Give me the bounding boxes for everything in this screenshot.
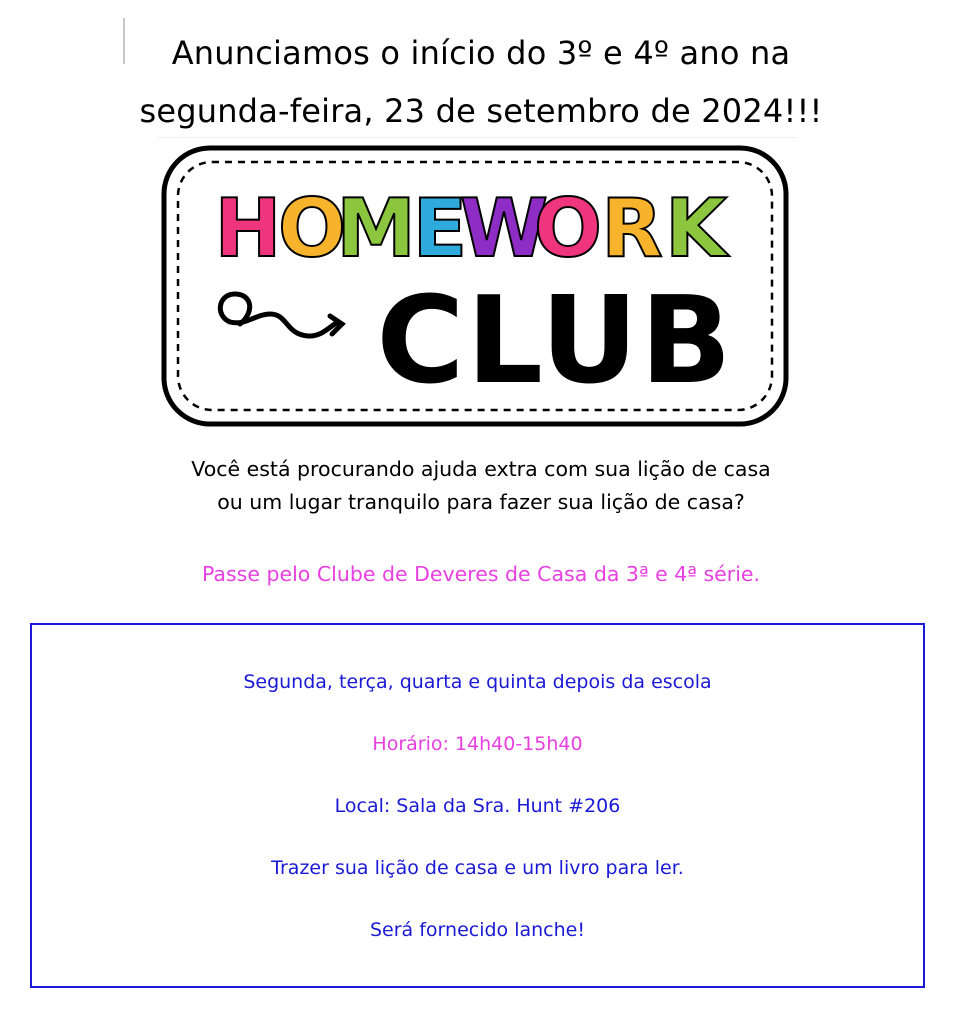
- details-days: Segunda, terça, quarta e quinta depois da escola: [243, 671, 712, 693]
- promo-text: Passe pelo Clube de Deveres de Casa da 3ª e 4ª série.: [201, 562, 761, 586]
- intro-line-1: Você está procurando ajuda extra com sua lição de casa: [191, 457, 771, 481]
- details-time: Horário: 14h40-15h40: [372, 733, 583, 755]
- details-bring: Trazer sua lição de casa e um livro para ler.: [271, 857, 684, 879]
- announcement-heading: [0, 24, 962, 140]
- announcement-line-2: segunda-feira, 23 de setembro de 2024!!!: [139, 92, 823, 130]
- logo-letter: O: [277, 182, 347, 275]
- logo-letter: R: [601, 182, 663, 275]
- logo-letter: M: [336, 182, 416, 275]
- logo-letter: O: [533, 182, 603, 275]
- logo-letter: E: [412, 182, 468, 275]
- logo-letter: K: [665, 182, 727, 275]
- logo-letter: H: [214, 182, 282, 275]
- announcement-line-1: Anunciamos o início do 3º e 4º ano na: [171, 34, 791, 72]
- details-snack: Será fornecido lanche!: [370, 919, 585, 941]
- divider: [158, 137, 798, 138]
- details-box: [30, 623, 925, 988]
- details-location: Local: Sala da Sra. Hunt #206: [334, 795, 621, 817]
- intro-line-2: ou um lugar tranquilo para fazer sua lição de casa?: [217, 490, 745, 514]
- logo-letter: W: [459, 182, 549, 275]
- logo-word-club: CLUB: [376, 272, 734, 411]
- intro-question: [0, 453, 962, 519]
- homework-club-logo: [160, 144, 790, 428]
